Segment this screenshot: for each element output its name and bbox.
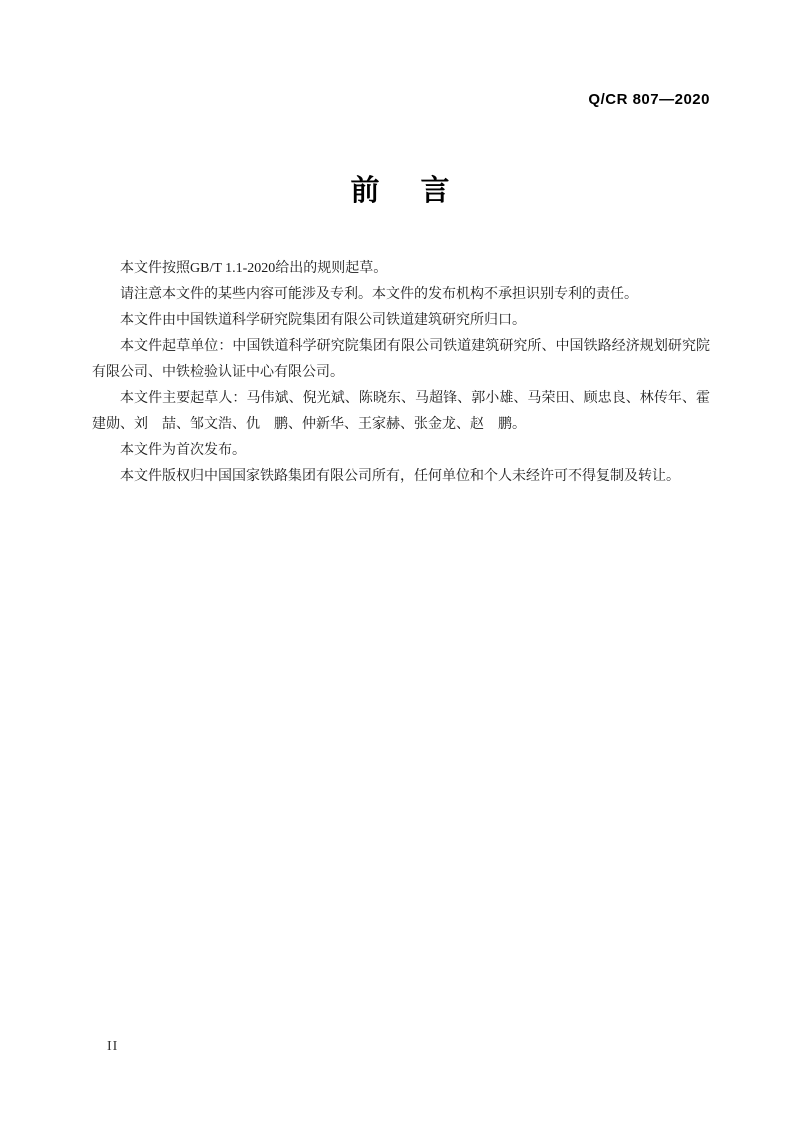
paragraph-copyright-notice: 本文件版权归中国国家铁路集团有限公司所有，任何单位和个人未经许可不得复制及转让。 [120, 469, 680, 484]
paragraph-drafting-organizations: 本文件起草单位：中国铁道科学研究院集团有限公司铁道建筑研究所、中国铁路经济规划研究院有限公司、中铁检验认证中心有限公司。 [92, 339, 710, 380]
document-number: Q/CR 807—2020 [588, 91, 710, 108]
paragraph-patent-notice: 请注意本文件的某些内容可能涉及专利。本文件的发布机构不承担识别专利的责任。 [120, 287, 638, 302]
foreword-body [92, 256, 710, 490]
paragraph-first-publication: 本文件为首次发布。 [120, 443, 246, 458]
page-title: 前 言 [350, 175, 456, 207]
page-number: II [107, 1039, 119, 1054]
paragraph-drafting-rules: 本文件按照GB/T 1.1-2020给出的规则起草。 [120, 261, 388, 276]
paragraph-main-drafters: 本文件主要起草人：马伟斌、倪光斌、陈晓东、马超锋、郭小雄、马荣田、顾忠良、林传年、霍建勋、刘 喆、邹文浩、仇 鹏、仲新华、王家赫、张金龙、赵 鹏。 [92, 391, 710, 432]
paragraph-centralized-body: 本文件由中国铁道科学研究院集团有限公司铁道建筑研究所归口。 [120, 313, 526, 328]
